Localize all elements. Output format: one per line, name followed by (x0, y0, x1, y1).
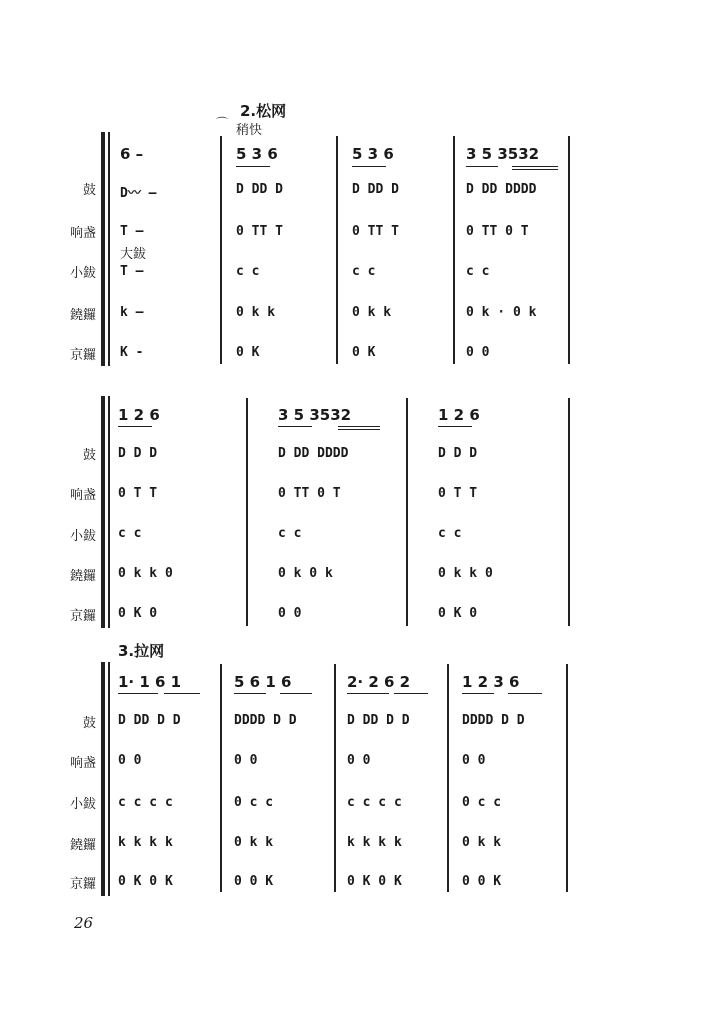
beam-underline (338, 426, 380, 427)
instrument-label-xiaobo: 小鈸 (69, 797, 96, 812)
naoluo-measure: 0 k k (462, 835, 502, 850)
beam-underline (438, 426, 472, 427)
instrument-label-xiangzhan: 响盏 (69, 756, 96, 771)
jingluo-measure: 0 0 (278, 606, 302, 621)
jingluo-measure: 0 K 0 (118, 606, 158, 621)
tempo-marking: 稍快 (236, 123, 263, 138)
jingluo-measure: 0 0 (466, 345, 490, 360)
xiaobo-measure: c c (352, 264, 376, 279)
beam-underline (164, 693, 200, 694)
melody-measure: 3 5 3532 (278, 406, 352, 424)
melody-measure: 3 5 3532 (466, 145, 540, 163)
xiaobo-measure: 0 c c (234, 795, 274, 810)
melody-measure: 6 – (120, 145, 144, 163)
instrument-label-gu: 鼓 (82, 448, 96, 463)
beam-underline (512, 169, 558, 170)
barline (334, 664, 336, 892)
jingluo-measure: K - (120, 345, 144, 360)
naoluo-measure: 0 k k 0 (118, 566, 173, 581)
beam-underline (338, 429, 380, 430)
beam-underline (352, 166, 386, 167)
melody-measure: 1 2 3 6 (462, 673, 520, 691)
gu-measure: DDDD D D (234, 713, 297, 728)
section-title: 2.松网 (240, 102, 287, 120)
instrument-label-jingluo: 京鑼 (69, 877, 96, 892)
jingluo-measure: 0 K 0 K (118, 874, 173, 889)
xiangzhan-measure: T – (120, 224, 144, 239)
jingluo-measure: 0 K 0 (438, 606, 478, 621)
beam-underline (466, 166, 498, 167)
section-title: 3.拉网 (118, 642, 165, 660)
xiaobo-measure: T – (120, 264, 144, 279)
barline (336, 136, 338, 364)
barline (568, 398, 570, 626)
naoluo-measure: 0 k k (352, 305, 392, 320)
xiaobo-measure: c c (118, 526, 142, 541)
xiaobo-measure: c c (466, 264, 490, 279)
beam-underline (462, 693, 494, 694)
xiangzhan-measure: 0 T T (118, 486, 158, 501)
melody-measure: 5 6 1 6 (234, 673, 292, 691)
beam-underline (236, 166, 270, 167)
jingluo-measure: 0 0 K (234, 874, 274, 889)
instrument-label-dabo: 大鈸 (120, 247, 147, 262)
system-brace-inner (108, 396, 110, 628)
xiaobo-measure: c c c c (118, 795, 173, 810)
page-number: 26 (74, 914, 94, 932)
fermata-icon: ⌒ (216, 116, 229, 130)
jingluo-measure: 0 K 0 K (347, 874, 402, 889)
naoluo-measure: k k k k (347, 835, 402, 850)
xiaobo-measure: c c (278, 526, 302, 541)
gu-measure: D D D (438, 446, 478, 461)
system-brace-inner (108, 132, 110, 366)
xiangzhan-measure: 0 0 (118, 753, 142, 768)
instrument-label-naoluo: 鐃鑼 (69, 838, 96, 853)
barline (220, 136, 222, 364)
beam-underline (118, 426, 152, 427)
gu-measure: D DD D (236, 182, 283, 197)
system-brace (101, 396, 105, 628)
jingluo-measure: 0 K (236, 345, 260, 360)
melody-measure: 1 2 6 (118, 406, 160, 424)
melody-measure: 2· 2 6 2 (347, 673, 411, 691)
xiangzhan-measure: 0 T T (438, 486, 478, 501)
xiangzhan-measure: 0 TT 0 T (278, 486, 341, 501)
barline (447, 664, 449, 892)
xiaobo-measure: 0 c c (462, 795, 502, 810)
xiaobo-measure: c c (438, 526, 462, 541)
jingluo-measure: 0 K (352, 345, 376, 360)
instrument-label-xiangzhan: 响盏 (69, 226, 96, 241)
melody-measure: 1 2 6 (438, 406, 480, 424)
beam-underline (234, 693, 266, 694)
barline (453, 136, 455, 364)
instrument-label-xiaobo: 小鈸 (69, 266, 96, 281)
naoluo-measure: 0 k k (234, 835, 274, 850)
xiangzhan-measure: 0 TT T (352, 224, 399, 239)
barline (568, 136, 570, 364)
gu-measure: D DD D D (118, 713, 181, 728)
xiangzhan-measure: 0 TT T (236, 224, 283, 239)
system-brace-inner (108, 662, 110, 896)
beam-underline (347, 693, 389, 694)
beam-underline (394, 693, 428, 694)
gu-measure: DDDD D D (462, 713, 525, 728)
instrument-label-xiaobo: 小鈸 (69, 529, 96, 544)
xiaobo-measure: c c c c (347, 795, 402, 810)
naoluo-measure: 0 k · 0 k (466, 305, 537, 320)
melody-measure: 5 3 6 (236, 145, 278, 163)
melody-measure: 1· 1 6 1 (118, 673, 182, 691)
xiangzhan-measure: 0 0 (347, 753, 371, 768)
gu-measure: D DD D (352, 182, 399, 197)
xiangzhan-measure: 0 0 (462, 753, 486, 768)
naoluo-measure: k k k k (118, 835, 173, 850)
gu-measure: D D D (118, 446, 158, 461)
instrument-label-naoluo: 鐃鑼 (69, 308, 96, 323)
beam-underline (278, 426, 312, 427)
barline (406, 398, 408, 626)
naoluo-measure: k – (120, 305, 144, 320)
naoluo-measure: 0 k 0 k (278, 566, 333, 581)
barline (220, 664, 222, 892)
naoluo-measure: 0 k k 0 (438, 566, 493, 581)
instrument-label-naoluo: 鐃鑼 (69, 569, 96, 584)
beam-underline (118, 693, 158, 694)
xiangzhan-measure: 0 0 (234, 753, 258, 768)
instrument-label-gu: 鼓 (82, 183, 96, 198)
instrument-label-jingluo: 京鑼 (69, 348, 96, 363)
system-brace (101, 662, 105, 896)
gu-measure: D DD DDDD (278, 446, 349, 461)
beam-underline (280, 693, 312, 694)
xiaobo-measure: c c (236, 264, 260, 279)
barline (246, 398, 248, 626)
melody-measure: 5 3 6 (352, 145, 394, 163)
barline (566, 664, 568, 892)
beam-underline (508, 693, 542, 694)
instrument-label-gu: 鼓 (82, 716, 96, 731)
instrument-label-xiangzhan: 响盏 (69, 488, 96, 503)
gu-measure: D DD D D (347, 713, 410, 728)
system-brace (101, 132, 105, 366)
beam-underline (512, 166, 558, 167)
xiangzhan-measure: 0 TT 0 T (466, 224, 529, 239)
jingluo-measure: 0 0 K (462, 874, 502, 889)
gu-measure: D〰 – (120, 186, 157, 201)
instrument-label-jingluo: 京鑼 (69, 609, 96, 624)
gu-measure: D DD DDDD (466, 182, 537, 197)
naoluo-measure: 0 k k (236, 305, 276, 320)
